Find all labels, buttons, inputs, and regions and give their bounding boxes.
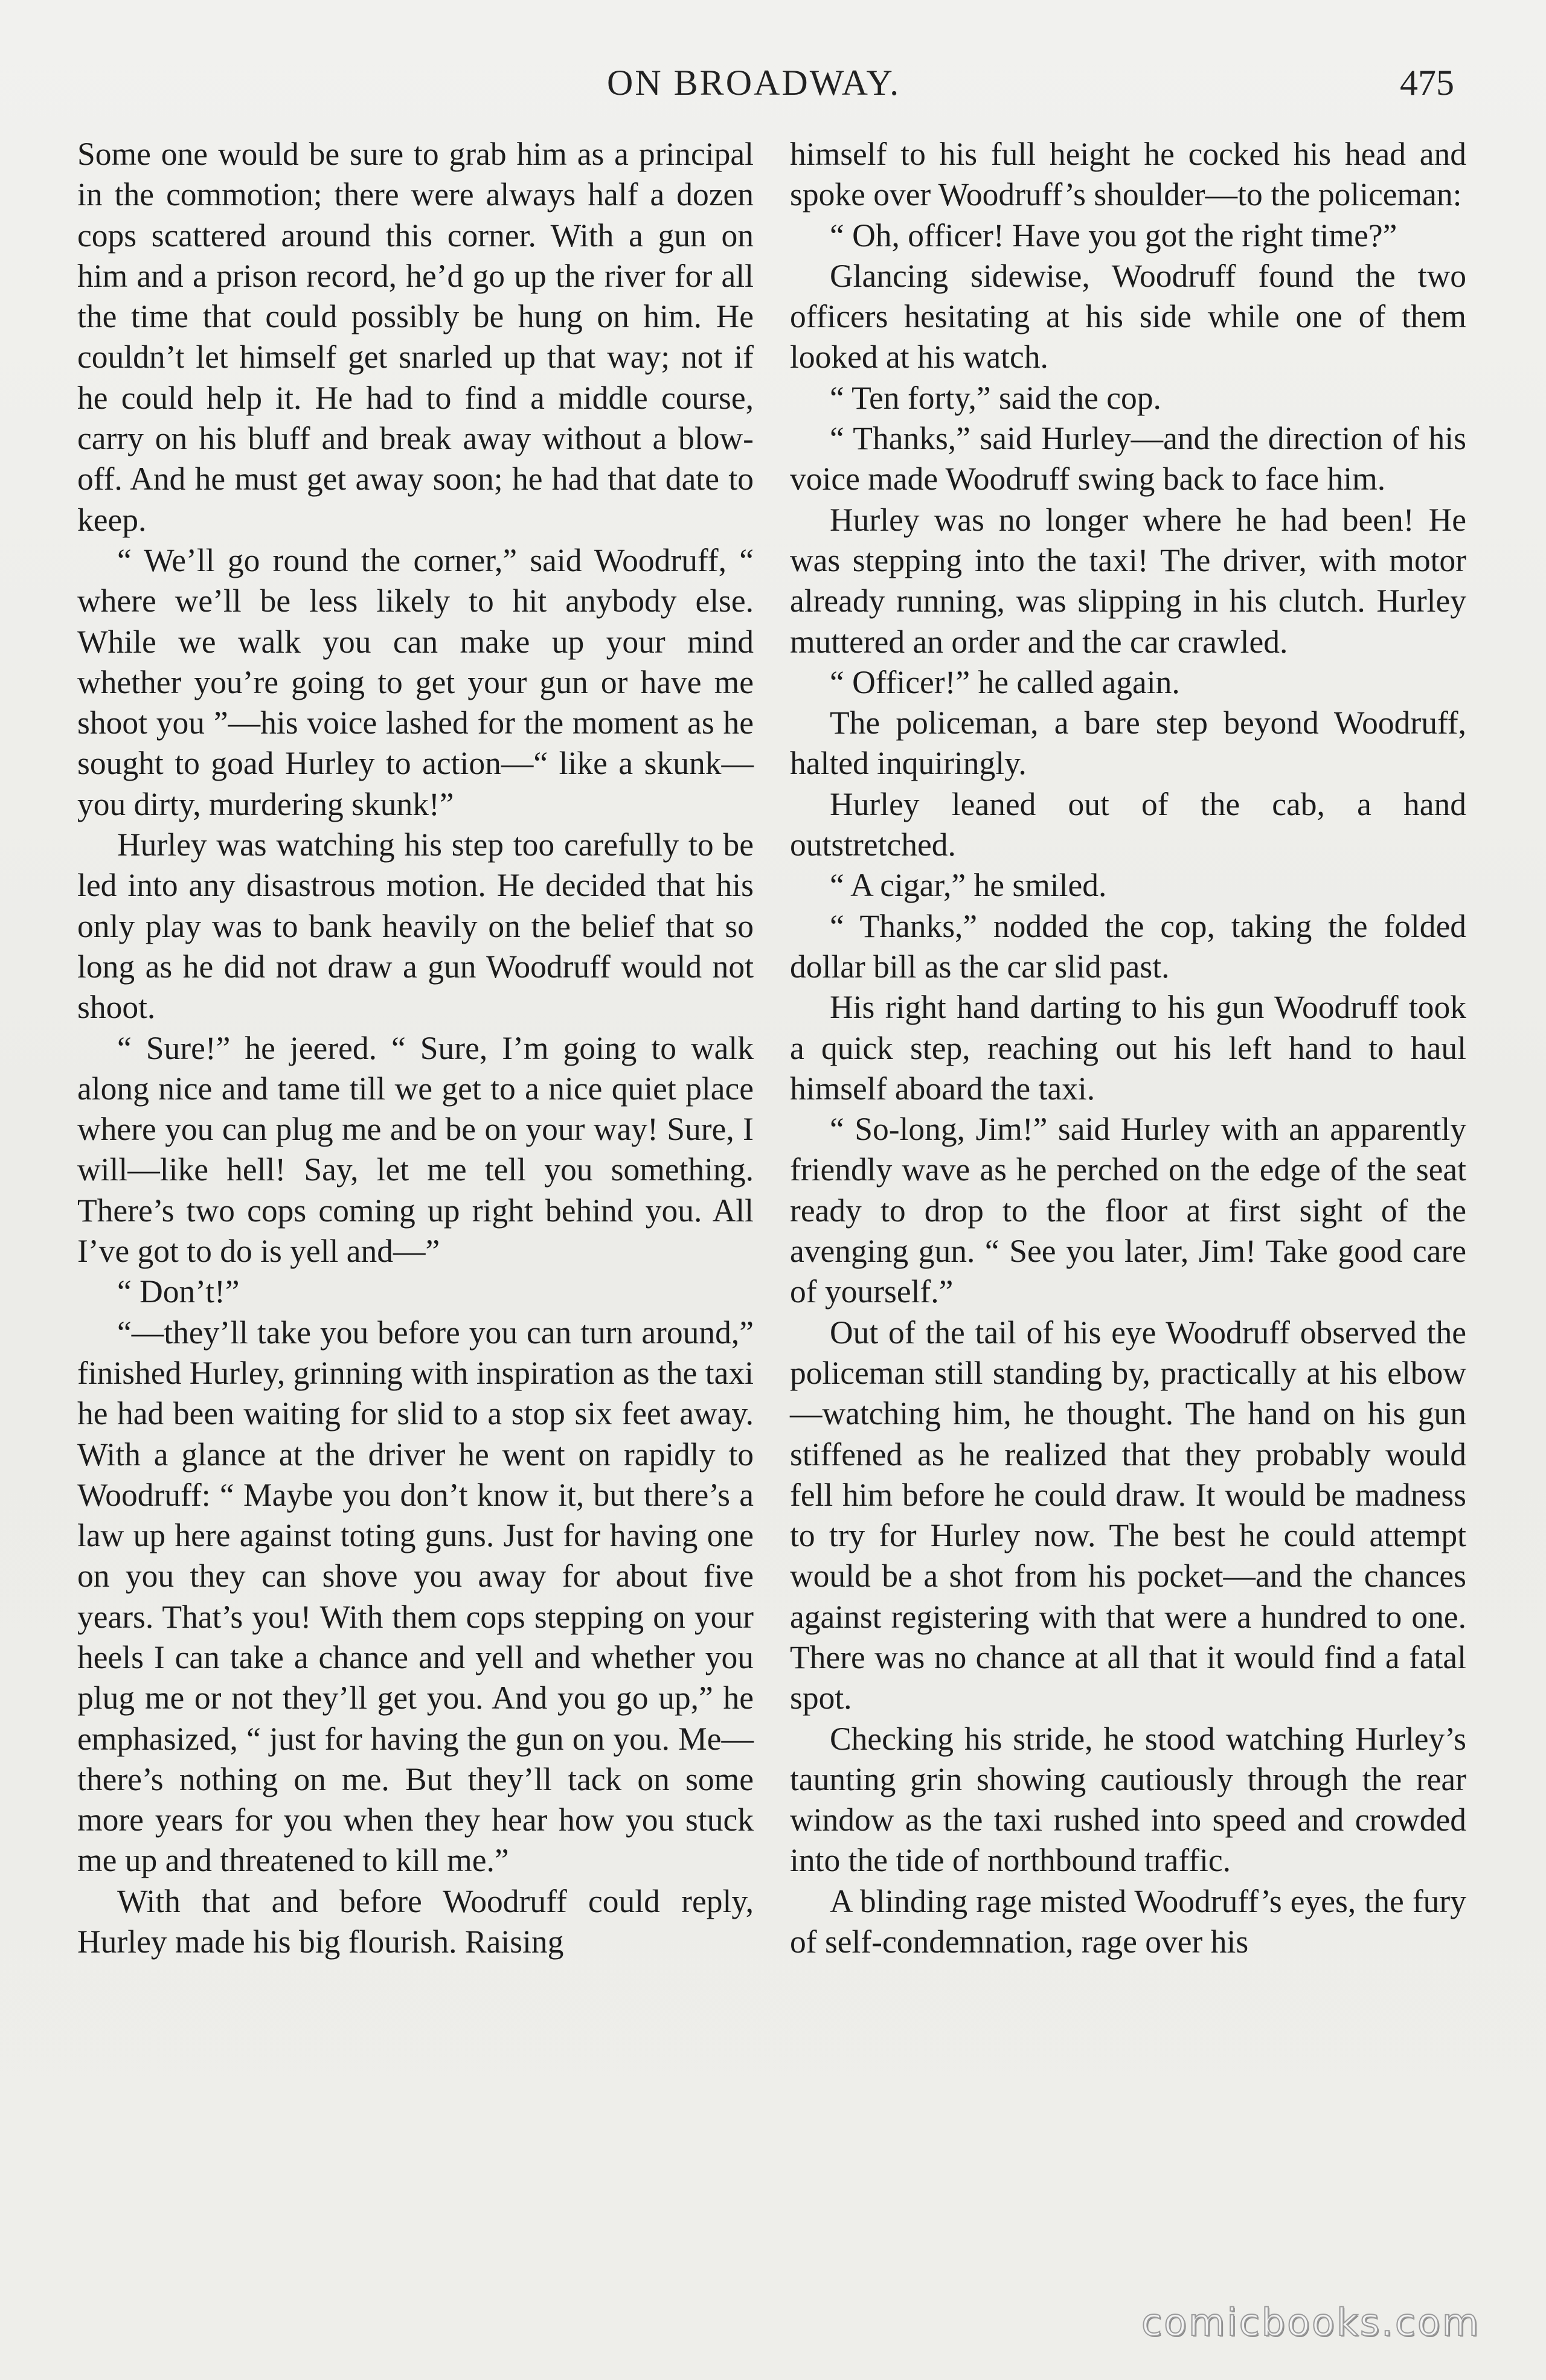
watermark: comicbooks.com [1141,2300,1481,2344]
running-title: ON BROADWAY. [607,63,901,103]
left-column [77,134,754,1962]
paragraph: The policeman, a bare step beyond Woodruff, halted inquiringly. [790,705,1466,782]
paragraph: “ Thanks,” said Hurley—and the direction of his voice made Woodruff swing back to face him. [790,420,1466,497]
paragraph: “ Ten forty,” said the cop. [830,379,1161,416]
paragraph: Hurley was watching his step too carefully to be led into any disastrous motion. He decided that his only play was to bank heavily on the belief that so long as he did not draw a gun Woodruff would not shoot. [77,827,754,1026]
paragraph: A blinding rage misted Woodruff’s eyes, the fury of self-condemnation, rage over his [790,1883,1466,1960]
paragraph: “ Don’t!” [117,1273,240,1310]
paragraph: “ Sure!” he jeered. “ Sure, I’m going to walk along nice and tame till we get to a nice quiet place where you can plug me and be on your way! Sure, I will—like hell! Say, let me tell you something. There’s two cops coming up right behind you. All I’ve got to do is yell and—” [77,1029,754,1270]
paragraph: “ A cigar,” he smiled. [830,867,1107,904]
paragraph: “ Officer!” he called again. [830,664,1180,700]
paragraph: With that and before Woodruff could reply, Hurley made his big flourish. Raising [77,1883,754,1960]
paragraph: “ We’ll go round the corner,” said Woodruff, “ where we’ll be less likely to hit anybody else. While we walk you can make up your mind whether you’re going to get your gun or have me shoot you ”—his voice lashed for the moment as he sought to goad Hurley to action—“ like a skunk—you dirty, murdering skunk!” [77,542,754,822]
running-head [0,56,1546,110]
page-number: 475 [1400,63,1454,103]
paragraph: “ Oh, officer! Have you got the right time?” [830,217,1397,254]
paragraph: Hurley leaned out of the cab, a hand outstretched. [790,785,1466,863]
paragraph: Checking his stride, he stood watching Hurley’s taunting grin showing cautiously through the rear window as the taxi rushed into speed and crowded into the tide of northbound traffic. [790,1720,1466,1879]
paragraph: “ Thanks,” nodded the cop, taking the folded dollar bill as the car slid past. [790,907,1466,985]
right-column [790,134,1466,1962]
paragraph: Out of the tail of his eye Woodruff observed the policeman still standing by, practically at his elbow—watching him, he thought. The hand on his gun stiffened as he realized that they probably would fell him before he could draw. It would be madness to try for Hurley now. The best he could attempt would be a shot from his pocket—and the chances against registering with that were a hundred to one. There was no chance at all that it would find a fatal spot. [790,1314,1466,1716]
paragraph: His right hand darting to his gun Woodruff took a quick step, reaching out his left hand to haul himself aboard the taxi. [790,989,1466,1107]
paragraph: himself to his full height he cocked his head and spoke over Woodruff’s shoulder—to the policeman: [790,136,1466,213]
paragraph: Hurley was no longer where he had been! He was stepping into the taxi! The driver, with motor already running, was slipping in his clutch. Hurley muttered an order and the car crawled. [790,501,1466,660]
paragraph: “—they’ll take you before you can turn around,” finished Hurley, grinning with inspiration as the taxi he had been waiting for slid to a stop six feet away. With a glance at the driver he went on rapidly to Woodruff: “ Maybe you don’t know it, but there’s a law up here against toting guns. Just for having one on you they can shove you away for about five years. That’s you! With them cops stepping on your heels I can take a chance and yell and whether you plug me or not they’ll get you. And you go up,” he emphasized, “ just for having the gun on you. Me—there’s nothing on me. But they’ll tack on some more years for you when they hear how you stuck me up and threatened to kill me.” [77,1314,754,1879]
paragraph: Glancing sidewise, Woodruff found the two officers hesitating at his side while one of them looked at his watch. [790,257,1466,376]
paragraph: Some one would be sure to grab him as a principal in the commotion; there were always half a dozen cops scattered around this corner. With a gun on him and a prison record, he’d go up the river for all the time that could possibly be hung on him. He couldn’t let himself get snarled up that way; not if he could help it. He had to find a middle course, carry on his bluff and break away without a blow-off. And he must get away soon; he had that date to keep. [77,136,754,538]
paragraph: “ So-long, Jim!” said Hurley with an apparently friendly wave as he perched on the edge of the seat ready to drop to the floor at first sight of the avenging gun. “ See you later, Jim! Take good care of yourself.” [790,1111,1466,1310]
